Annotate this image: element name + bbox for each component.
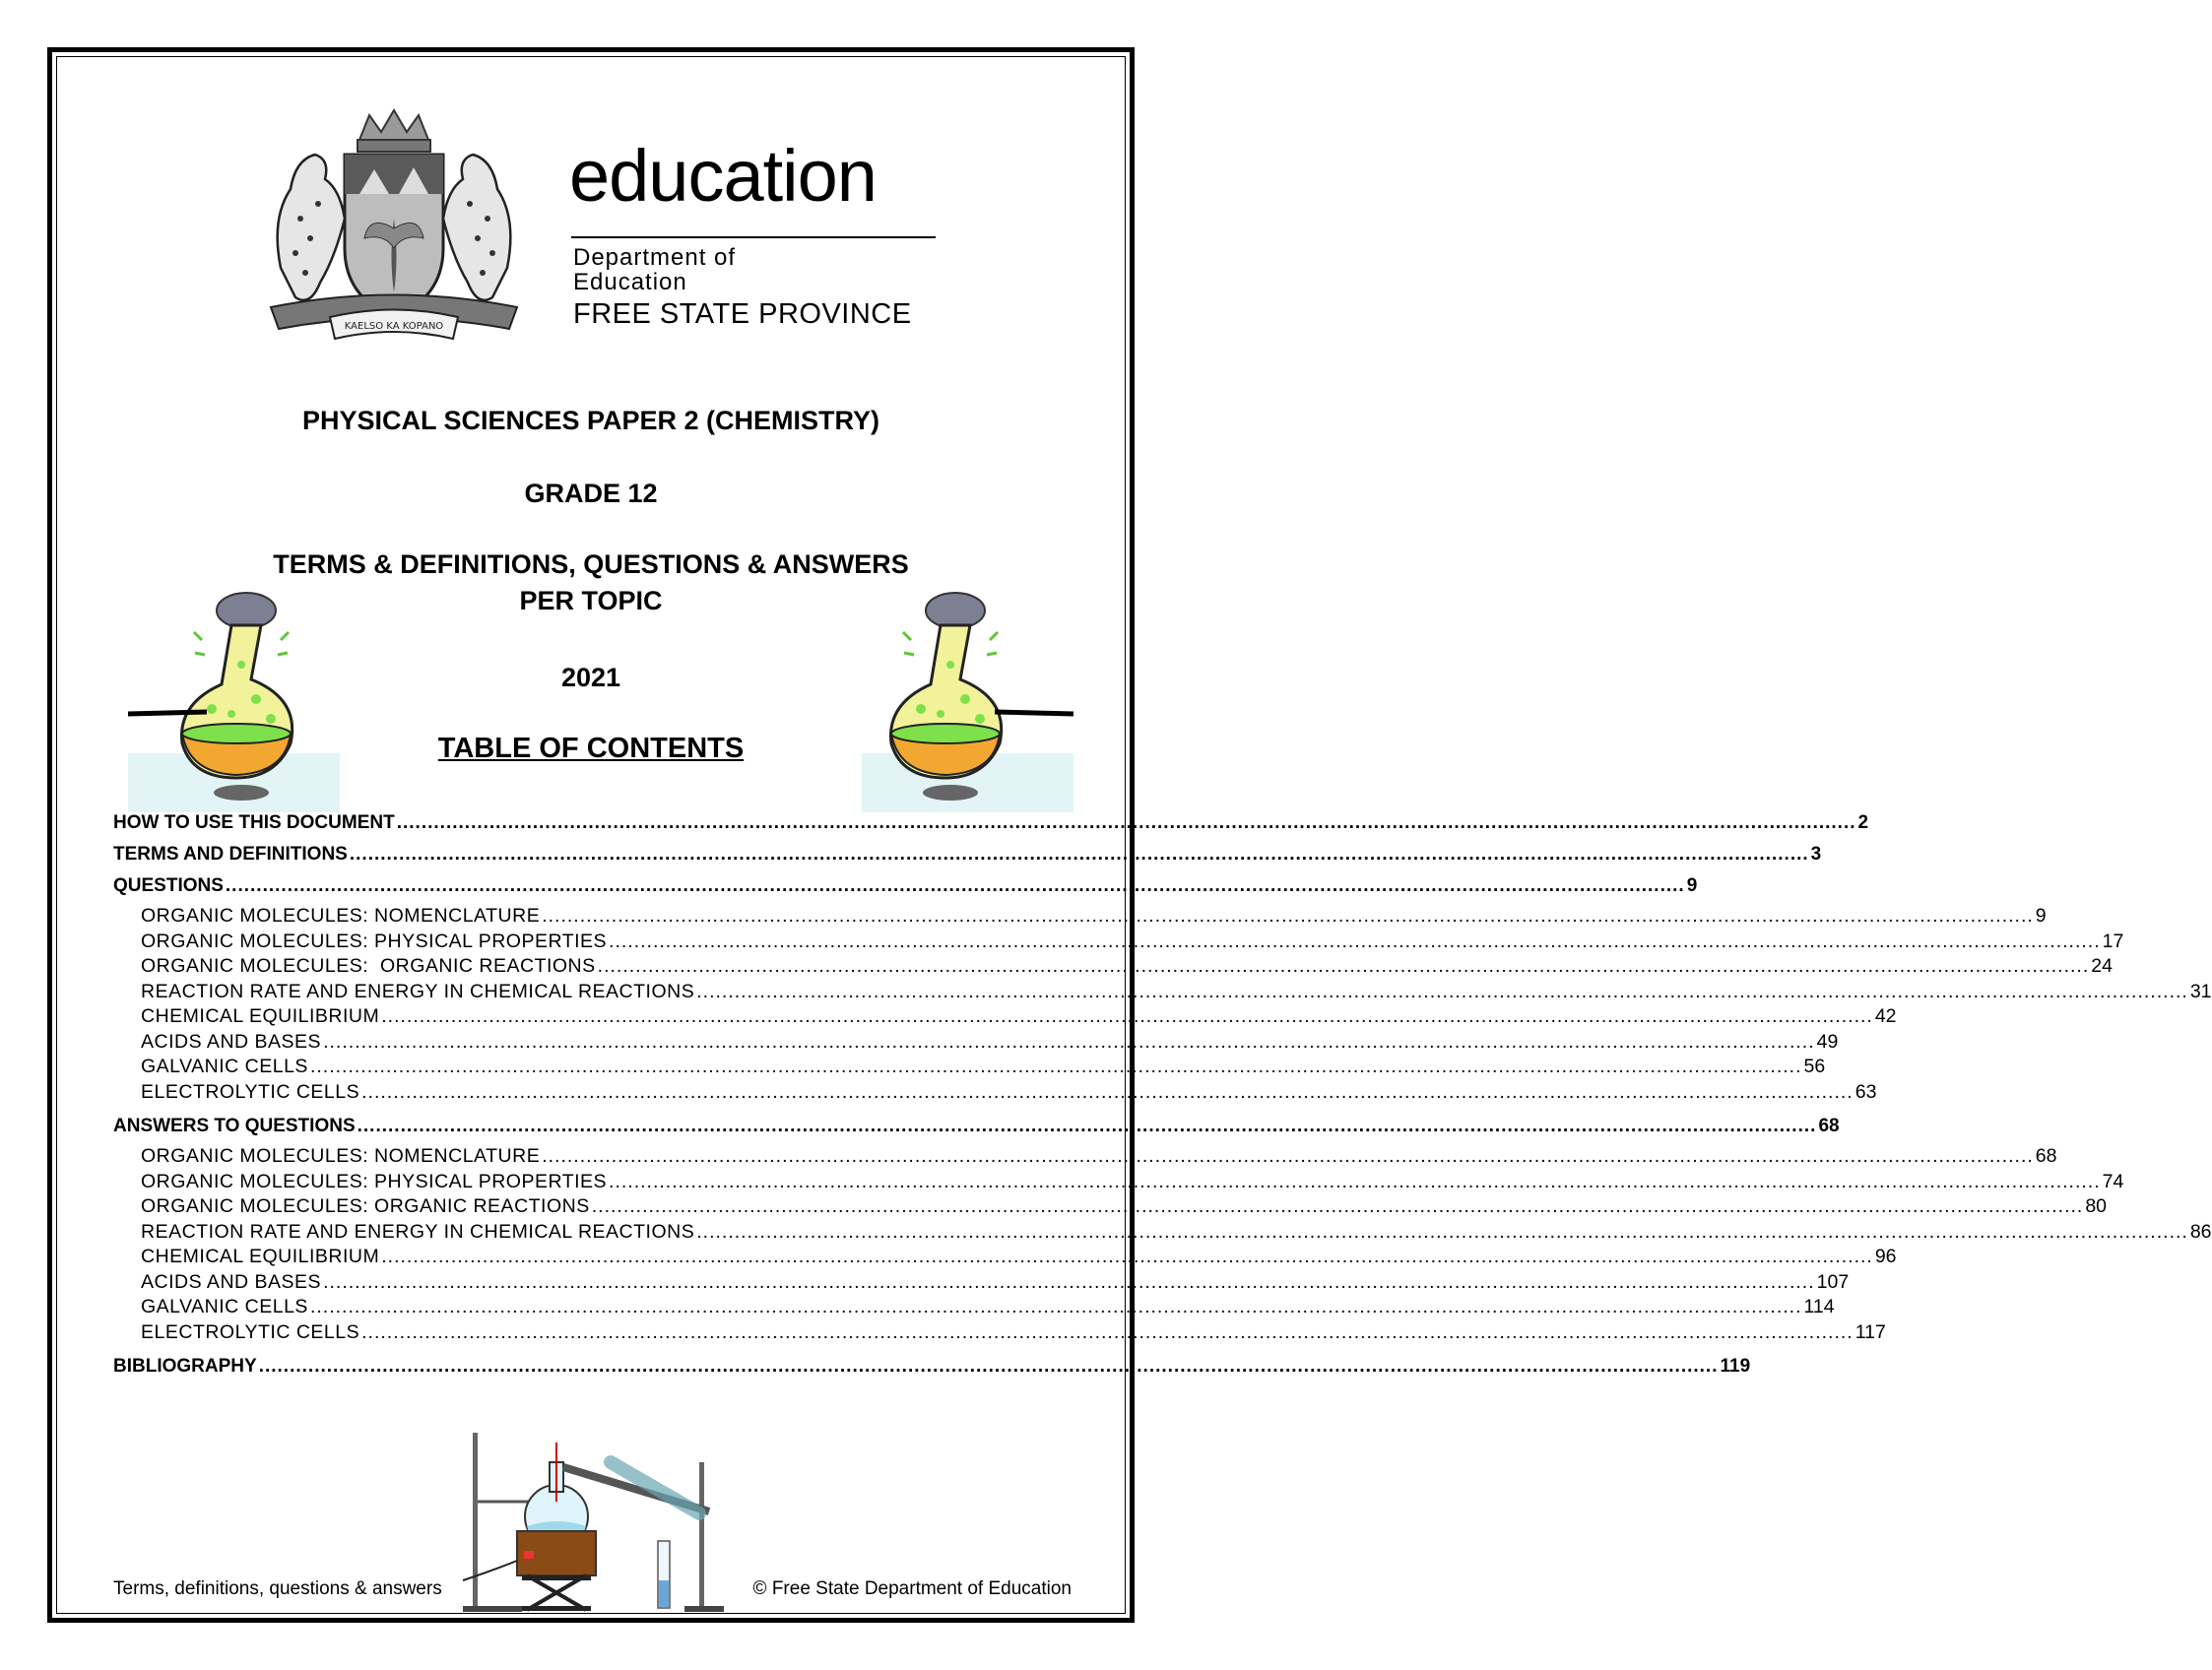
toc-page-number: 9 bbox=[2035, 905, 2047, 927]
toc-page-number: 2 bbox=[1857, 812, 1869, 833]
toc-leader-dots: ............................................................................................................................................................................................................................................ bbox=[597, 955, 2090, 977]
footer-left-text: Terms, definitions, questions & answers bbox=[113, 1578, 442, 1599]
toc-page-number: 114 bbox=[1803, 1296, 1835, 1317]
toc-subentry-label: ORGANIC MOLECULES: PHYSICAL PROPERTIES bbox=[141, 930, 608, 952]
toc-page-number: 80 bbox=[2085, 1195, 2108, 1217]
per-topic-title: PER TOPIC bbox=[519, 586, 663, 615]
toc-leader-dots: ............................................................................................................................................................................................................................................ bbox=[309, 1056, 1802, 1077]
toc-leader-dots: ............................................................................................................................................................................................................................................ bbox=[381, 1005, 1873, 1027]
toc-subentry[interactable] bbox=[113, 1220, 2212, 1246]
toc-subentry-label: GALVANIC CELLS bbox=[141, 1056, 308, 1077]
document-subject-title: PHYSICAL SCIENCES PAPER 2 (CHEMISTRY) bbox=[301, 406, 880, 435]
logo-department-line: Department of bbox=[573, 244, 737, 271]
toc-entry-label: HOW TO USE THIS DOCUMENT bbox=[113, 812, 395, 833]
toc-page-number: 24 bbox=[2091, 955, 2113, 977]
bubbling-flask-illustration-left bbox=[128, 586, 340, 812]
toc-entry-label: BIBLIOGRAPHY bbox=[113, 1356, 257, 1377]
toc-page-number: 117 bbox=[1854, 1320, 1886, 1343]
toc-page-number: 63 bbox=[1854, 1080, 1877, 1103]
toc-heading: TABLE OF CONTENTS bbox=[437, 733, 745, 764]
toc-page-number: 119 bbox=[1720, 1356, 1751, 1377]
toc-leader-dots: ............................................................................................................................................................................................................................................ bbox=[696, 1220, 2188, 1243]
toc-leader-dots: ............................................................................................................................................................................................................................................ bbox=[381, 1246, 1873, 1267]
toc-page-number: 9 bbox=[1686, 875, 1698, 896]
toc-subentry[interactable] bbox=[113, 1080, 1877, 1106]
grade-title: GRADE 12 bbox=[524, 479, 658, 508]
toc-subentry-label: ORGANIC MOLECULES: NOMENCLATURE bbox=[141, 905, 541, 927]
toc-subentry-label: CHEMICAL EQUILIBRIUM bbox=[141, 1005, 380, 1027]
logo-education-line: Education bbox=[573, 269, 687, 295]
toc-entry-terms[interactable] bbox=[113, 839, 1822, 870]
toc-subentry-label: ACIDS AND BASES bbox=[141, 1270, 322, 1293]
toc-subentry[interactable] bbox=[113, 1055, 1826, 1080]
logo-province-line: FREE STATE PROVINCE bbox=[573, 298, 912, 330]
toc-entry-label: ANSWERS TO QUESTIONS bbox=[113, 1116, 356, 1136]
toc-leader-dots: ............................................................................................................................................................................................................................................ bbox=[696, 980, 2188, 1002]
distillation-apparatus-illustration bbox=[463, 1433, 748, 1615]
toc-subentry[interactable] bbox=[113, 980, 2212, 1005]
toc-subentry[interactable] bbox=[113, 1295, 1835, 1320]
toc-entry-answers[interactable] bbox=[113, 1111, 1840, 1142]
year-title: 2021 bbox=[560, 663, 621, 692]
toc-subentry[interactable] bbox=[113, 1030, 1839, 1056]
toc-subentry-label: ELECTROLYTIC CELLS bbox=[141, 1080, 360, 1103]
toc-page-number: 96 bbox=[1874, 1246, 1897, 1267]
toc-leader-dots: ............................................................................................................................................................................................................................................ bbox=[323, 1030, 1815, 1053]
toc-subentry-label: ORGANIC MOLECULES: ORGANIC REACTIONS bbox=[141, 955, 596, 977]
toc-leader-dots: ............................................................................................................................................................................................................................................ bbox=[225, 875, 1685, 896]
toc-subentry-label: GALVANIC CELLS bbox=[141, 1296, 308, 1317]
toc-subentry[interactable] bbox=[113, 954, 2113, 980]
toc-page-number: 86 bbox=[2189, 1220, 2212, 1243]
toc-page-number: 56 bbox=[1803, 1056, 1826, 1077]
toc-leader-dots: ............................................................................................................................................................................................................................................ bbox=[542, 1145, 2034, 1167]
toc-subentry-label: REACTION RATE AND ENERGY IN CHEMICAL REACTIONS bbox=[141, 980, 695, 1002]
toc-subentry[interactable] bbox=[113, 1004, 1897, 1030]
footer-right-text: © Free State Department of Education bbox=[752, 1578, 1072, 1599]
toc-subentry[interactable] bbox=[113, 1245, 1897, 1270]
toc-page-number: 17 bbox=[2102, 930, 2124, 952]
toc-subentry-label: REACTION RATE AND ENERGY IN CHEMICAL REACTIONS bbox=[141, 1220, 695, 1243]
free-state-coat-of-arms bbox=[251, 110, 537, 347]
toc-entry-bibliography[interactable] bbox=[113, 1351, 1751, 1382]
toc-leader-dots: ............................................................................................................................................................................................................................................ bbox=[361, 1080, 1854, 1103]
toc-leader-dots: ............................................................................................................................................................................................................................................ bbox=[609, 1170, 2101, 1192]
toc-leader-dots: ............................................................................................................................................................................................................................................ bbox=[542, 905, 2034, 927]
toc-page-number: 49 bbox=[1816, 1030, 1839, 1053]
toc-entry-label: QUESTIONS bbox=[113, 875, 224, 896]
toc-leader-dots: ............................................................................................................................................................................................................................................ bbox=[591, 1195, 2084, 1217]
toc-subentry[interactable] bbox=[113, 1194, 2108, 1220]
toc-page-number: 107 bbox=[1816, 1270, 1850, 1293]
toc-subentry[interactable] bbox=[113, 1170, 2124, 1195]
toc-subentry-label: ORGANIC MOLECULES: ORGANIC REACTIONS bbox=[141, 1195, 590, 1217]
toc-subentry[interactable] bbox=[113, 1270, 1850, 1296]
toc-leader-dots: ............................................................................................................................................................................................................................................ bbox=[396, 812, 1856, 833]
toc-subentry-label: ORGANIC MOLECULES: NOMENCLATURE bbox=[141, 1145, 541, 1167]
toc-page-number: 74 bbox=[2102, 1170, 2124, 1192]
toc-subentry-label: CHEMICAL EQUILIBRIUM bbox=[141, 1246, 380, 1267]
table-of-contents bbox=[113, 807, 2212, 1382]
bubbling-flask-illustration-right bbox=[862, 586, 1073, 812]
toc-subentry-label: ACIDS AND BASES bbox=[141, 1030, 322, 1053]
toc-page-number: 42 bbox=[1874, 1005, 1897, 1027]
toc-page-number: 3 bbox=[1810, 844, 1822, 865]
toc-subentry[interactable] bbox=[113, 930, 2124, 955]
logo-divider bbox=[571, 236, 936, 238]
toc-page-number: 68 bbox=[2035, 1145, 2057, 1167]
toc-entry-how-to-use[interactable] bbox=[113, 807, 1869, 839]
crest-motto: KAELSO KA KOPANO bbox=[344, 321, 444, 332]
toc-entry-label: TERMS AND DEFINITIONS bbox=[113, 844, 348, 865]
toc-leader-dots: ............................................................................................................................................................................................................................................ bbox=[609, 930, 2101, 952]
toc-subentry[interactable] bbox=[113, 1320, 1886, 1346]
terms-title: TERMS & DEFINITIONS, QUESTIONS & ANSWERS bbox=[273, 549, 909, 579]
toc-leader-dots: ............................................................................................................................................................................................................................................ bbox=[357, 1116, 1817, 1136]
toc-subentry[interactable] bbox=[113, 1144, 2057, 1170]
toc-subentry-label: ELECTROLYTIC CELLS bbox=[141, 1320, 360, 1343]
toc-leader-dots: ............................................................................................................................................................................................................................................ bbox=[361, 1320, 1854, 1343]
toc-entry-questions[interactable] bbox=[113, 870, 1698, 902]
toc-leader-dots: ............................................................................................................................................................................................................................................ bbox=[258, 1356, 1719, 1377]
toc-leader-dots: ............................................................................................................................................................................................................................................ bbox=[309, 1296, 1802, 1317]
toc-subentry[interactable] bbox=[113, 904, 2047, 930]
toc-page-number: 68 bbox=[1818, 1116, 1840, 1136]
toc-page-number: 31 bbox=[2189, 980, 2212, 1002]
toc-subentry-label: ORGANIC MOLECULES: PHYSICAL PROPERTIES bbox=[141, 1170, 608, 1192]
toc-leader-dots: ............................................................................................................................................................................................................................................ bbox=[323, 1270, 1815, 1293]
logo-education-wordmark: education bbox=[569, 135, 877, 217]
toc-leader-dots: ............................................................................................................................................................................................................................................ bbox=[349, 844, 1809, 865]
